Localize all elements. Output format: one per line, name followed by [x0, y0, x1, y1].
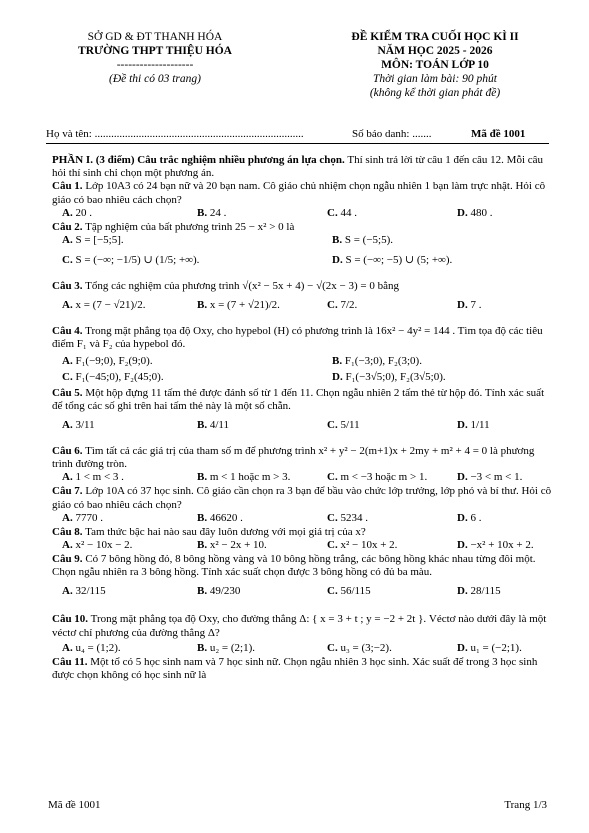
footer-page-number: Trang 1/3	[504, 799, 547, 811]
option-b[interactable]: B. x = (7 + √21)/2.	[197, 299, 280, 312]
options-3	[52, 293, 552, 321]
option-b[interactable]: B. S = (−5;5).	[332, 234, 394, 247]
option-d[interactable]: D. 28/115	[457, 585, 501, 598]
option-a[interactable]: A. 32/115	[62, 585, 106, 598]
question-2: Câu 2. Tập nghiệm của bất phương trình 25 − x² > 0 là	[52, 220, 295, 233]
question-4: Câu 4. Trong mặt phẳng tọa độ Oxy, cho hypebol (H) có phương trình là 16x² − 4y² = 144 . Tìm tọa độ các tiêu điểm F₁ và F₂ của hypebol đó.	[52, 325, 543, 351]
options-6	[52, 471, 552, 485]
options-8	[52, 539, 552, 553]
option-c[interactable]: C. 7/2.	[327, 299, 358, 312]
options-2-row2	[52, 248, 552, 276]
option-b[interactable]: B. 49/230	[197, 585, 241, 598]
option-c[interactable]: C. S = (−∞; −1/5) ∪ (1/5; +∞).	[62, 254, 200, 267]
options-1	[52, 207, 552, 221]
option-d[interactable]: D. −3 < m < 1.	[457, 471, 523, 484]
option-c[interactable]: C. 5/11	[327, 419, 360, 432]
option-b[interactable]: B. x² − 2x + 10.	[197, 539, 267, 552]
options-10	[52, 640, 552, 656]
department-name: SỞ GD & ĐT THANH HÓA	[87, 31, 223, 43]
option-c[interactable]: C. 44 .	[327, 206, 357, 219]
options-9	[52, 579, 552, 607]
options-4-row1	[52, 352, 552, 368]
question-10: Câu 10. Trong mặt phẳng tọa độ Oxy, cho đường thẳng Δ: { x = 3 + t ; y = −2 + 2t }. Véctơ nào dưới đây là một véctơ chỉ phương của đường thẳng Δ?	[52, 613, 547, 639]
options-4-row2	[52, 368, 552, 384]
option-b[interactable]: B. 46620 .	[197, 511, 243, 524]
option-a[interactable]: A. F₁(−9;0), F₂(9;0).	[62, 354, 153, 367]
option-a[interactable]: A. 3/11	[62, 419, 95, 432]
options-7	[52, 512, 552, 526]
option-a[interactable]: A. 1 < m < 3 .	[62, 471, 124, 484]
option-a[interactable]: A. 20 .	[62, 206, 92, 219]
options-2-row1	[52, 234, 552, 248]
header-rule	[46, 143, 549, 144]
school-year: NĂM HỌC 2025 - 2026	[377, 45, 493, 57]
question-9: Câu 9. Có 7 bông hồng đỏ, 8 bông hồng vàng và 10 bông hồng trắng, các bông hồng khác nhau từng đôi một. Chọn ngẫu nhiên ra 3 bông hồng. Tính xác suất chọn được 3 bông hồng có đủ ba màu.	[52, 553, 536, 579]
question-6: Câu 6. Tìm tất cả các giá trị của tham số m để phương trình x² + y² − 2(m+1)x + 2my + m² + 4 = 0 là phương trình đường tròn.	[52, 445, 535, 471]
sbd-field: Số báo danh: .......	[352, 128, 432, 140]
question-8: Câu 8. Tam thức bậc hai nào sau đây luôn dương với mọi giá trị của x?	[52, 525, 366, 538]
part1-heading: PHẦN I. (3 điểm) Câu trắc nghiệm nhiều phương án lựa chọn. Thí sinh trả lời từ câu 1 đến câu 12. Mỗi câu hỏi thí sinh chỉ chọn một phương án.	[52, 154, 544, 180]
page-count-note: (Đề thi có 03 trang)	[109, 73, 201, 85]
option-c[interactable]: C. F₁(−45;0), F₂(45;0).	[62, 370, 164, 383]
time-note: (không kể thời gian phát đề)	[369, 87, 501, 99]
option-b[interactable]: B. m < 1 hoặc m > 3.	[197, 471, 291, 484]
exam-code: Mã đề 1001	[471, 128, 526, 140]
option-c[interactable]: C. u₃ = (3;−2).	[327, 641, 392, 654]
option-c[interactable]: C. x² − 10x + 2.	[327, 539, 398, 552]
header-divider: --------------------	[116, 59, 194, 71]
question-5: Câu 5. Một hộp đựng 11 tấm thẻ được đánh số từ 1 đến 11. Chọn ngẫu nhiên 2 tấm thẻ từ hộp đó. Tính xác suất để tổng các số ghi trên hai tấm thẻ này là một số chẵn.	[52, 386, 545, 412]
options-5	[52, 413, 552, 441]
exam-title: ĐỀ KIỂM TRA CUỐI HỌC KÌ II	[351, 31, 519, 43]
question-3: Câu 3. Tổng các nghiệm của phương trình √(x² − 5x + 4) − √(2x − 3) = 0 bằng	[52, 280, 399, 293]
option-c[interactable]: C. 5234 .	[327, 511, 368, 524]
option-a[interactable]: A. u₄ = (1;2).	[62, 641, 121, 654]
option-d[interactable]: D. 480 .	[457, 206, 493, 219]
option-d[interactable]: D. −x² + 10x + 2.	[457, 539, 534, 552]
option-d[interactable]: D. S = (−∞; −5) ∪ (5; +∞).	[332, 254, 453, 267]
option-d[interactable]: D. 1/11	[457, 419, 490, 432]
option-c[interactable]: C. 56/115	[327, 585, 371, 598]
option-d[interactable]: D. F₁(−3√5;0), F₂(3√5;0).	[332, 370, 446, 383]
option-c[interactable]: C. m < −3 hoặc m > 1.	[327, 471, 428, 484]
option-a[interactable]: A. x² − 10x − 2.	[62, 539, 133, 552]
header-left	[40, 30, 270, 86]
question-1: Câu 1. Lớp 10A3 có 24 bạn nữ và 20 bạn nam. Cô giáo chủ nhiệm chọn ngẫu nhiên 1 bạn làm trực nhật. Hỏi cô giáo có bao nhiêu cách chọn?	[52, 180, 546, 206]
footer-exam-code: Mã đề 1001	[48, 799, 101, 811]
option-b[interactable]: B. 4/11	[197, 419, 229, 432]
option-d[interactable]: D. 7 .	[457, 299, 482, 312]
exam-body	[52, 154, 552, 682]
time-limit: Thời gian làm bài: 90 phút	[372, 73, 498, 85]
option-d[interactable]: D. 6 .	[457, 511, 482, 524]
header-right	[300, 30, 570, 100]
question-11: Câu 11. Một tổ có 5 học sinh nam và 7 học sinh nữ. Chọn ngẫu nhiên 3 học sinh. Xác suất để trong 3 học sinh được chọn không có học sinh nữ là	[52, 655, 538, 682]
option-b[interactable]: B. 24 .	[197, 206, 227, 219]
option-d[interactable]: D. u₁ = (−2;1).	[457, 641, 522, 654]
school-name: TRƯỜNG THPT THIỆU HÓA	[78, 45, 232, 57]
option-a[interactable]: A. S = [−5;5].	[62, 234, 124, 247]
subject: MÔN: TOÁN LỚP 10	[381, 59, 489, 71]
candidate-bar	[46, 128, 546, 142]
option-b[interactable]: B. F₁(−3;0), F₂(3;0).	[332, 354, 422, 367]
option-a[interactable]: A. x = (7 − √21)/2.	[62, 299, 146, 312]
option-a[interactable]: A. 7770 .	[62, 511, 103, 524]
option-b[interactable]: B. u₂ = (2;1).	[197, 641, 256, 654]
name-field: Họ và tên: ............................................................................	[46, 128, 304, 140]
question-7: Câu 7. Lớp 10A có 37 học sinh. Cô giáo cần chọn ra 3 bạn để bầu vào chức lớp trưởng, lớp phó và bí thư. Hỏi cô giáo có bao nhiêu cách chọn?	[52, 485, 552, 511]
